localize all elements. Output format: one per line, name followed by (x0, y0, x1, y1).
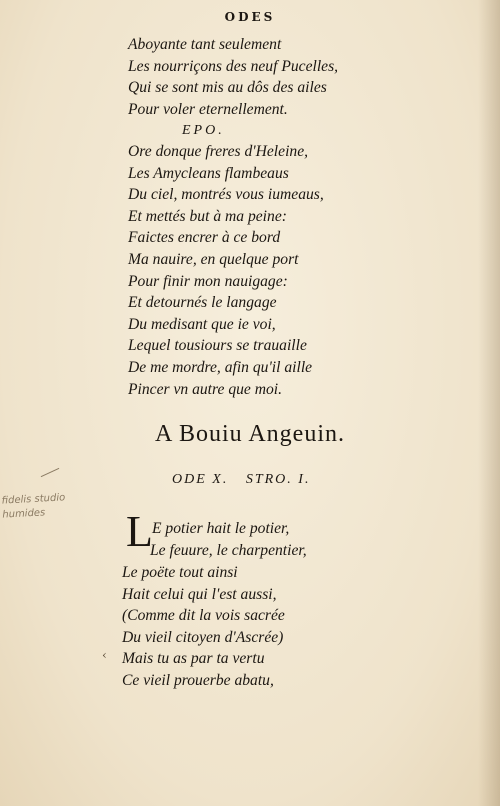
drop-cap: L (126, 507, 153, 556)
verse-line: Faictes encrer à ce bord (128, 229, 281, 247)
margin-flourish: ‹ (102, 648, 107, 662)
section-title: A Bouiu Angeuin. (154, 421, 345, 447)
strophe-label: STRO. I. (245, 472, 311, 487)
verse-line: Pour voler eternellement. (128, 100, 288, 118)
ode-number: ODE X. (172, 472, 229, 487)
stanza-3-first-line (152, 518, 482, 540)
verse-line: Du medisant que ie voi, (128, 315, 276, 333)
verse-line: Du vieil citoyen d'Ascrée) (122, 628, 284, 646)
verse-line: Lequel tousiours se trauaille (128, 337, 307, 355)
verse-line: Mais tu as par ta vertu (122, 650, 265, 668)
handwritten-margin-note: fidelis studio humides (1, 492, 66, 521)
page-gutter-shadow (478, 0, 500, 806)
verse-line: Du ciel, montrés vous iumeaus, (128, 186, 324, 204)
verse-line: Qui se sont mis au dôs des ailes (128, 79, 327, 97)
verse-line: Pincer vn autre que moi. (128, 380, 283, 398)
verse-line: Pour finir mon nauigage: (128, 272, 288, 290)
stanza-2 (128, 141, 458, 400)
stanza-1 (128, 34, 458, 120)
verse-line: Le feuure, le charpentier, (150, 542, 307, 559)
stanza-3 (150, 540, 480, 562)
verse-line: Et mettés but à ma peine: (128, 207, 287, 225)
margin-pen-stroke (41, 468, 60, 477)
verse-line: Hait celui qui l'est aussi, (122, 585, 277, 603)
epode-heading: EPO. (182, 123, 225, 138)
verse-line: Ma nauire, en quelque port (128, 250, 299, 268)
verse-line: E potier hait le potier, (152, 520, 290, 537)
verse-line: Et detournés le langage (128, 294, 277, 312)
verse-line: Ce vieil prouerbe abatu, (122, 671, 274, 689)
verse-line: Aboyante tant seulement (128, 36, 282, 53)
ode-strophe-line (172, 472, 322, 488)
verse-line: Le poëte tout ainsi (122, 564, 238, 581)
verse-line: (Comme dit la vois sacrée (122, 607, 285, 625)
verse-line: De me mordre, afin qu'il aille (128, 358, 313, 376)
verse-line: Les nourriçons des neuf Pucelles, (128, 57, 339, 75)
running-head: ODES (224, 10, 276, 24)
verse-line: Les Amycleans flambeaus (128, 164, 289, 182)
verse-line: Ore donque freres d'Heleine, (128, 143, 309, 160)
stanza-3-body (122, 562, 452, 692)
